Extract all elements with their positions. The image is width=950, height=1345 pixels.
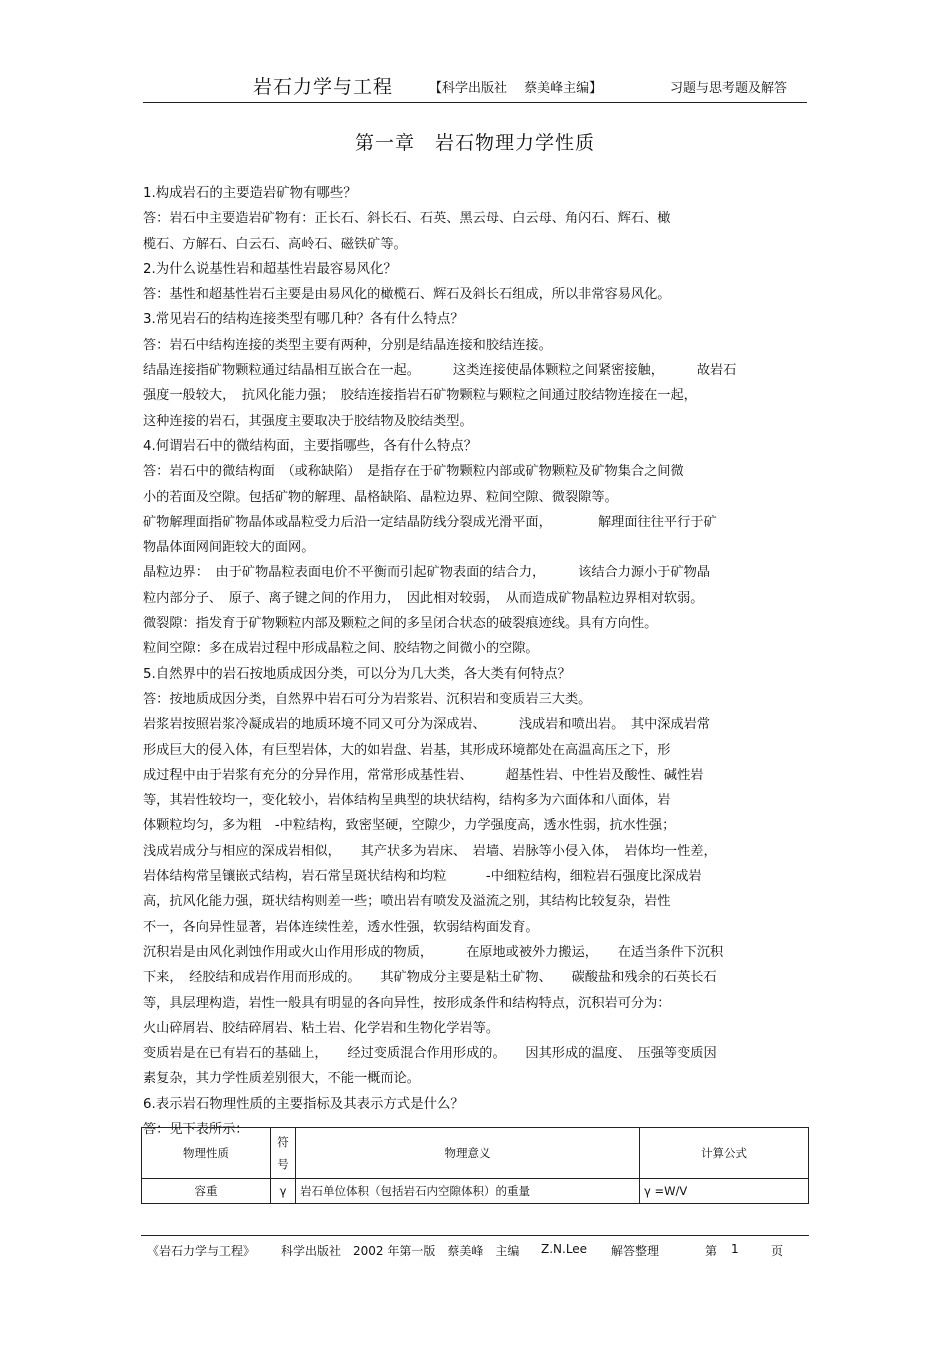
answer-line: 答：岩石中结构连接的类型主要有两种，分别是结晶连接和胶结连接。 (143, 337, 552, 353)
question-line: 3.常见岩石的结构连接类型有哪几种？各有什么特点？ (143, 312, 464, 328)
answer-line: 等，具层理构造，岩性一般具有明显的各向异性，按形成条件和结构特点，沉积岩可分为： (143, 995, 671, 1011)
answer-line: 等，其岩性较均一，变化较小，岩体结构呈典型的块状结构，结构多为六面体和八面体，岩 (143, 793, 671, 809)
answer-line: 矿物解理面指矿物晶体或晶粒受力后沿一定结晶防线分裂成光滑平面， 解理面往往平行于矿 (143, 514, 717, 530)
answer-line: 不一，各向异性显著，岩体连续性差，透水性强，软弱结构面发育。 (143, 919, 539, 935)
answer-line: 答：见下表所示： (143, 1121, 249, 1137)
answer-line: 高，抗风化能力强，斑状结构则差一些；喷出岩有喷发及溢流之别，其结构比较复杂，岩性 (143, 894, 671, 910)
cell-property: 容重 (142, 1179, 271, 1204)
answer-line: 变质岩是在已有岩石的基础上， 经过变质混合作用形成的。 因其形成的温度、 压强等变质因 (143, 1046, 717, 1062)
column-header-symbol: 符 号 (271, 1128, 296, 1179)
cell-symbol: γ (271, 1179, 296, 1204)
answer-line: 强度一般较大， 抗风化能力强； 胶结连接指岩石矿物颗粒与颗粒之间通过胶结物连接在一起， (143, 388, 697, 404)
question-line: 4.何谓岩石中的微结构面，主要指哪些，各有什么特点？ (143, 438, 478, 454)
body-text (143, 181, 807, 1142)
footer-edition: 科学出版社 2002 年第一版 蔡美峰 主编 (281, 1244, 520, 1258)
answer-line: 粒内部分子、 原子、离子键之间的作用力， 因此相对较弱， 从而造成矿物晶粒边界相对软弱。 (143, 590, 704, 606)
footer-author: Z.N.Lee (541, 1242, 588, 1256)
physical-properties-table (141, 1127, 809, 1204)
footer-page-number: 1 (731, 1242, 739, 1256)
answer-line: 成过程中由于岩浆有充分的分异作用，常常形成基性岩、 超基性岩、中性岩及酸性、碱性岩 (143, 767, 704, 783)
page-footer (141, 1235, 809, 1258)
answer-line: 这种连接的岩石，其强度主要取决于胶结物及胶结类型。 (143, 413, 473, 429)
book-title: 岩石力学与工程 (253, 76, 394, 98)
header-subtitle: 习题与思考题及解答 (669, 81, 787, 96)
question-line: 6.表示岩石物理性质的主要指标及其表示方式是什么？ (143, 1096, 464, 1112)
page-header (143, 66, 807, 103)
answer-line: 答：岩石中的微结构面 （或称缺陷） 是指存在于矿物颗粒内部或矿物颗粒及矿物集合之间微 (143, 464, 684, 480)
publisher-info: 【科学出版社 蔡美峰主编】 (429, 81, 603, 96)
answer-line: 榄石、方解石、白云石、高岭石、磁铁矿等。 (143, 236, 407, 252)
answer-line: 答：岩石中主要造岩矿物有：正长石、斜长石、石英、黑云母、白云母、角闪石、辉石、橄 (143, 211, 671, 227)
answer-line: 答：按地质成因分类，自然界中岩石可分为岩浆岩、沉积岩和变质岩三大类。 (143, 691, 592, 707)
answer-line: 形成巨大的侵入体，有巨型岩体，大的如岩盘、岩基，其形成环境都处在高温高压之下，形 (143, 742, 671, 758)
answer-line: 素复杂，其力学性质差别很大，不能一概而论。 (143, 1071, 420, 1087)
answer-line: 下来， 经胶结和成岩作用而形成的。 其矿物成分主要是粘土矿物、 碳酸盐和残余的石英长石 (143, 970, 717, 986)
question-line: 1.构成岩石的主要造岩矿物有哪些？ (143, 186, 357, 201)
cell-meaning: 岩石单位体积（包括岩石内空隙体积）的重量 (296, 1179, 640, 1204)
answer-line: 岩浆岩按照岩浆冷凝成岩的地质环境不同又可分为深成岩、 浅成岩和喷出岩。 其中深成岩常 (143, 717, 711, 733)
question-line: 5.自然界中的岩石按地质成因分类，可以分为几大类，各大类有何特点？ (143, 666, 571, 682)
table-row (142, 1179, 809, 1204)
footer-page-unit: 页 (771, 1244, 784, 1258)
table-header-row (142, 1128, 809, 1179)
answer-line: 答：基性和超基性岩石主要是由易风化的橄榄石、辉石及斜长石组成，所以非常容易风化。 (143, 287, 671, 303)
answer-line: 浅成岩成分与相应的深成岩相似， 其产状多为岩床、 岩墙、岩脉等小侵入体， 岩体均一性差， (143, 843, 717, 859)
column-header-formula: 计算公式 (640, 1128, 809, 1179)
answer-line: 晶粒边界： 由于矿物晶粒表面电价不平衡而引起矿物表面的结合力， 该结合力源小于矿物晶 (143, 565, 711, 581)
cell-formula: γ =W/V (640, 1179, 809, 1204)
answer-line: 沉积岩是由风化剥蚀作用或火山作用形成的物质， 在原地或被外力搬运， 在适当条件下沉积 (143, 944, 724, 960)
footer-book: 《岩石力学与工程》 (147, 1244, 256, 1258)
question-line: 2.为什么说基性岩和超基性岩最容易风化？ (143, 261, 397, 277)
answer-line: 体颗粒均匀，多为粗 -中粒结构，致密坚硬，空隙少，力学强度高，透水性弱，抗水性强； (143, 818, 676, 834)
answer-line: 火山碎屑岩、胶结碎屑岩、粘土岩、化学岩和生物化学岩等。 (143, 1020, 500, 1036)
answer-line: 物晶体面网间距较大的面网。 (143, 540, 315, 556)
chapter-title: 第一章 岩石物理力学性质 (354, 132, 595, 154)
column-header-property: 物理性质 (142, 1128, 271, 1179)
answer-line: 微裂隙：指发育于矿物颗粒内部及颗粒之间的多呈闭合状态的破裂痕迹线。具有方向性。 (143, 616, 658, 632)
answer-line: 粒间空隙：多在成岩过程中形成晶粒之间、胶结物之间微小的空隙。 (143, 641, 539, 657)
answer-line: 岩体结构常呈镶嵌式结构，岩石常呈斑状结构和均粒 -中细粒结构，细粒岩石强度比深成岩 (143, 869, 702, 885)
answer-line: 结晶连接指矿物颗粒通过结晶相互嵌合在一起。 这类连接使晶体颗粒之间紧密接触， 故岩石 (143, 363, 737, 379)
footer-page-label: 第 (705, 1244, 718, 1258)
column-header-meaning: 物理意义 (296, 1128, 640, 1179)
footer-note: 解答整理 (611, 1244, 660, 1258)
answer-line: 小的若面及空隙。包括矿物的解理、晶格缺陷、晶粒边界、粒间空隙、微裂隙等。 (143, 489, 618, 505)
